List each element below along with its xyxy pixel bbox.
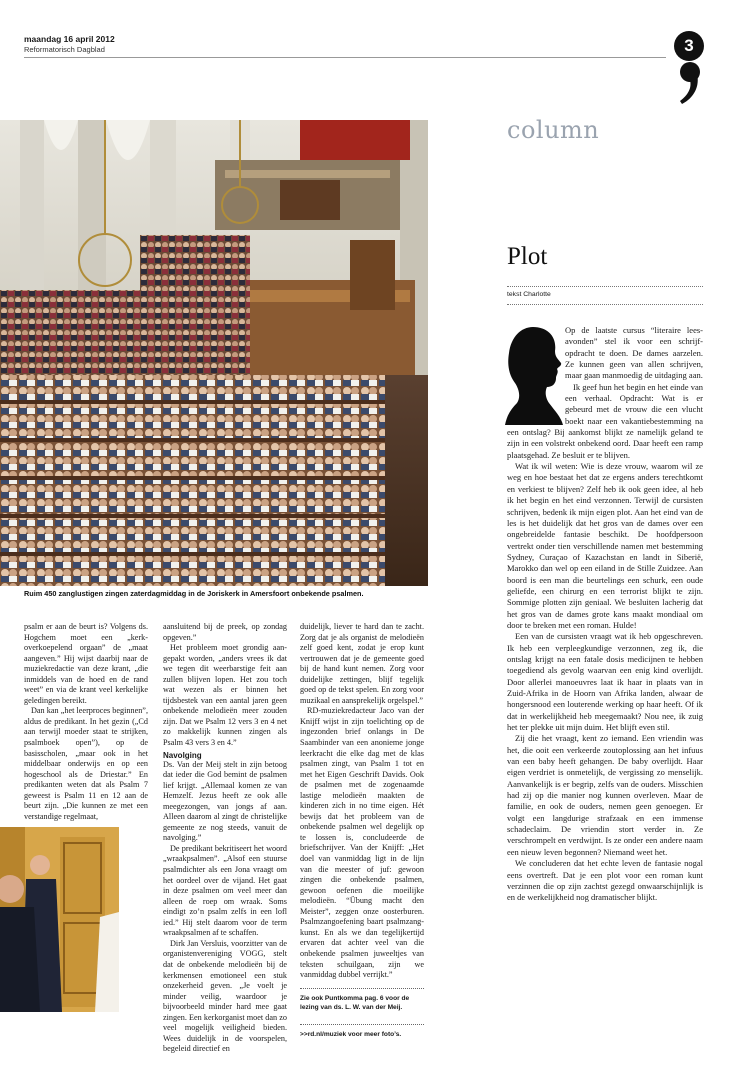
byline-divider [507, 304, 703, 305]
photo-caption: Ruim 450 zanglustigen zingen zaterdagmiddag in de Joriskerk in Amersfoort onbekende psalmen. [24, 589, 364, 598]
article-paragraph: duidelijk, liever te hard dan te zacht. Zorg dat je als organist de melodieën zelf goed kent, zodat je erop kunt vertrouwen dat je de gemeente goed bij de hand kunt nemen. Zorg voor duidelijke zettingen, blijf tegelijk goed op de tekst spelen. En zorg voor muzikaal en aansprekelijk orgelspel.” [300, 622, 424, 705]
column-paragraph: Wat ik wil weten: Wie is deze vrouw, waarom wil ze weg en hoe bestaat het dat ze ergens anders terechtkomt en verkiest te blijven? Zelf heb ik ook geen idee, al heb ik het begin en het eind verzonnen. Terwijl de cursisten schrijven, bedenk ik mijn eigen plot. Aan het eind van de les is het duidelijk dat het gros van de dames over een ongebreidelde fantasie beschikt. De hoofdpersoon vertrekt onder tien verschillende namen met bestemming Sydney, Curaçao of Kazachstan en landt in Siberië, Marokko dan wel op een eiland in de Stille Zuidzee. Aan boord is een man die beurtelings een schurk, een oude geliefde, een chirurg en een terrorist blijkt te zijn. Sommige plotten zijn geniaal. We besluiten lacherig dat het gros van de dames grote kans maakt mondiaal om door te breken met een roman. Hulde! [507, 461, 703, 630]
see-also-note: Zie ook Puntkomma pag. 6 voor de lezing van ds. L. W. van der Meij. [300, 995, 410, 1011]
header-rule [24, 57, 666, 58]
article-paragraph: Dan kan „het leerproces beginnen”, aldus de predikant. In het gezin („Cd aan terwijl moeder staat te strijken, psalmboek open”), op de basisscholen, „maar ook in het middelbaar onderwijs en op een hogeschool als de Driestar.” En predikanten weten dat als Psalm 7 geweest is Psalm 11 en 12 aan de beurt zijn. „Die kunnen ze met een verstandige regelmaat, [24, 706, 148, 821]
column-paragraph: We concluderen dat het echte leven de fantasie nogal eens overtreft. Dat je een plot voor een roman kunt verzinnen die op zijn zachtst gezegd onwaarschijnlijk is en de werkelijkheid nog dramatischer blijkt. [507, 858, 703, 903]
article-subheading: Navolging [163, 750, 202, 760]
column-paragraph: Zij die het vraagt, kent zo iemand. Een vriendin was het, die ooit een verkeerde zoutoplossing aan het infuus van een baby heeft gehangen. De baby overlijdt. Haar eigen verdriet is onmetelijk, de vergissing zo menselijk. Aanvankelijk is er begrip, zelfs van de ouders. Misschien had zij op die manier nog kunnen overleven. Maar de familie, en ook de ouders, nemen geen genoegen. Er volgt een langdurige strafzaak en een immense schadeclaim. De vriendin stort verder in. Ze verschrompelt en verdwijnt. Is ze onder een andere naam een nieuw leven begonnen? Niemand weet het. [507, 733, 703, 857]
note-divider [300, 1024, 424, 1025]
section-label: column [507, 116, 600, 144]
church-interior-photo [0, 120, 428, 586]
article-paragraph: Het probleem moet grondig aangepakt worden, „anders vrees ik dat we tegen dit weerbarstige feit aan zullen blijven lopen. Het zou toch wat wezen als er binnen het tijdsbestek van een aantal jaren geen onbekende melodieën meer zouden zijn. Dat we Psalm 12 vers 3 en 4 net zo makkelijk kunnen zingen als Psalm 43 vers 3 en 4.” [163, 643, 287, 748]
column-title: Plot [507, 243, 548, 270]
column-paragraph: Op de laatste cursus “literaire leesavonden” stel ik voor een schrijfopdracht te doen. De dames aarzelen. Ze kunnen geen van allen schrijven, maar gaan manmoedig de uitdaging aan. [565, 325, 703, 381]
article-column-1 [24, 622, 148, 822]
article-paragraph: De predikant bekritiseert het woord „wraakpsalmen”. „Alsof een stuurse psalmdichter als een Jona vraagt om het oordeel over de vijand. Het gaat in deze psalmen om veel meer dan alleen de roep om wraak. Soms eindigt zo’n psalm zelfs in een lofl ied.” Hij stelt daarom voor de term wraakpsalmen af te schaffen. [163, 843, 287, 938]
article-paragraph: Ds. Van der Meij stelt in zijn betoog dat ieder die God bemint de psalmen lief krijgt. „Allemaal komen ze van Hemzelf. Jezus heeft ze ook alle meegezongen, van jongs af aan. Alleen daarom al zingt de christelijke gemeente ze nog steeds, vanuit de navolging.” [163, 759, 287, 843]
column-paragraph: Een van de cursisten vraagt wat ik heb opgeschreven. Ik heb een verpleegkundige verzonnen, zeg ik, die ontslag krijgt na een fatale dosis medicijnen te hebben toegediend als gevolg waarvan een enig kind overlijdt. Door allerlei manoeuvres laat ik haar in plaats van in Zuid-Afrika in de Hoorn van Afrika landen, alwaar de hongersnood een louterende werking op haar heeft. Of ik dat in werkelijkheid heb meegemaakt? Nou nee, ik zuig het ter plekke uit mijn duim. Het blijft even stil. [507, 631, 703, 733]
article-paragraph: aansluitend bij de preek, op zondag opgeven.” [163, 622, 287, 642]
comma-logo-icon [676, 62, 704, 104]
organist-photo [0, 827, 119, 1012]
byline-divider [507, 286, 703, 287]
article-paragraph: RD-muziekredacteur Jaco van der Knijff wijst in zijn toelichting op de ingezonden brief onlangs in De Saambinder van een anonieme jonge leerkracht die elke dag met de klas psalmen zingt, van Psalm 1 tot en met het Eigen Geschrift Davids. Ook de psalmen met de zogenaamde lastige melodieën maakten de kinderen zich in no time eigen. Hét bewijs dat het probleem van de onbekende psalmen wel degelijk op te lossen is, concludeerde de briefschrijver. Van der Knijff: „Het doel van vanmiddag ligt in de lijn van die meester of juf: gewoon zingen die onbekende psalmen, gewoon oefenen die moeilijke melodieën. “Übung macht den Meister”, zeggen onze oosterburen. Psalmzangoefening baart psalmzangkunst. En als we dan tegelijkertijd ervaren dat achter veel van die onbekende psalmen juweeltjes van teksten schuilgaan, zijn we vanmiddag dubbel verrijkt.” [300, 706, 424, 980]
column-byline: tekst Charlotte [507, 291, 551, 298]
issue-date: maandag 16 april 2012 [24, 34, 115, 44]
newspaper-name: Reformatorisch Dagblad [24, 45, 105, 54]
article-column-2 [163, 622, 287, 1055]
page-number-badge: 3 [674, 31, 704, 61]
note-divider [300, 988, 424, 989]
article-paragraph: Dirk Jan Versluis, voorzitter van de organistenvereniging VOGG, stelt dat de onbekende melodieën bij de kerkmensen emotioneel een stuk onzekerheid geven. „Je voelt je minder veilig, waardoor je bijvoorbeeld minder hard mee gaat zingen. Een kerkorganist moet dan zo veel mogelijk veiligheid bieden. Wees duidelijk in de voorspelen, begeleid directief en [163, 938, 287, 1054]
column-body [507, 325, 703, 904]
article-column-3 [300, 622, 424, 981]
article-paragraph: psalm er aan de beurt is? Volgens ds. Hogchem moet een „kerkoverkoepelend orgaan” de „maat aangeven.” Hij wijst daarbij naar de muziekredactie van deze krant, „die inmiddels van de hoed en de rand weet” en via de krant veel kerkelijke geledingen bereikt. [24, 622, 148, 705]
more-photos-link[interactable]: >>rd.nl/muziek voor meer foto’s. [300, 1031, 402, 1038]
column-paragraph: Ik geef hun het begin en het einde van een verhaal. Opdracht: Wat is er gebeurd met de vrouw die een vlucht boekt naar een vakantiebestemming na een ontslag? Bij aankomst blijkt ze namelijk geland te zijn in een volstrekt onbekend oord. Daar heeft een ramp plaatsgehad. Ze besluit er te blijven. [507, 381, 703, 460]
silhouette-wrap-space [507, 325, 565, 417]
